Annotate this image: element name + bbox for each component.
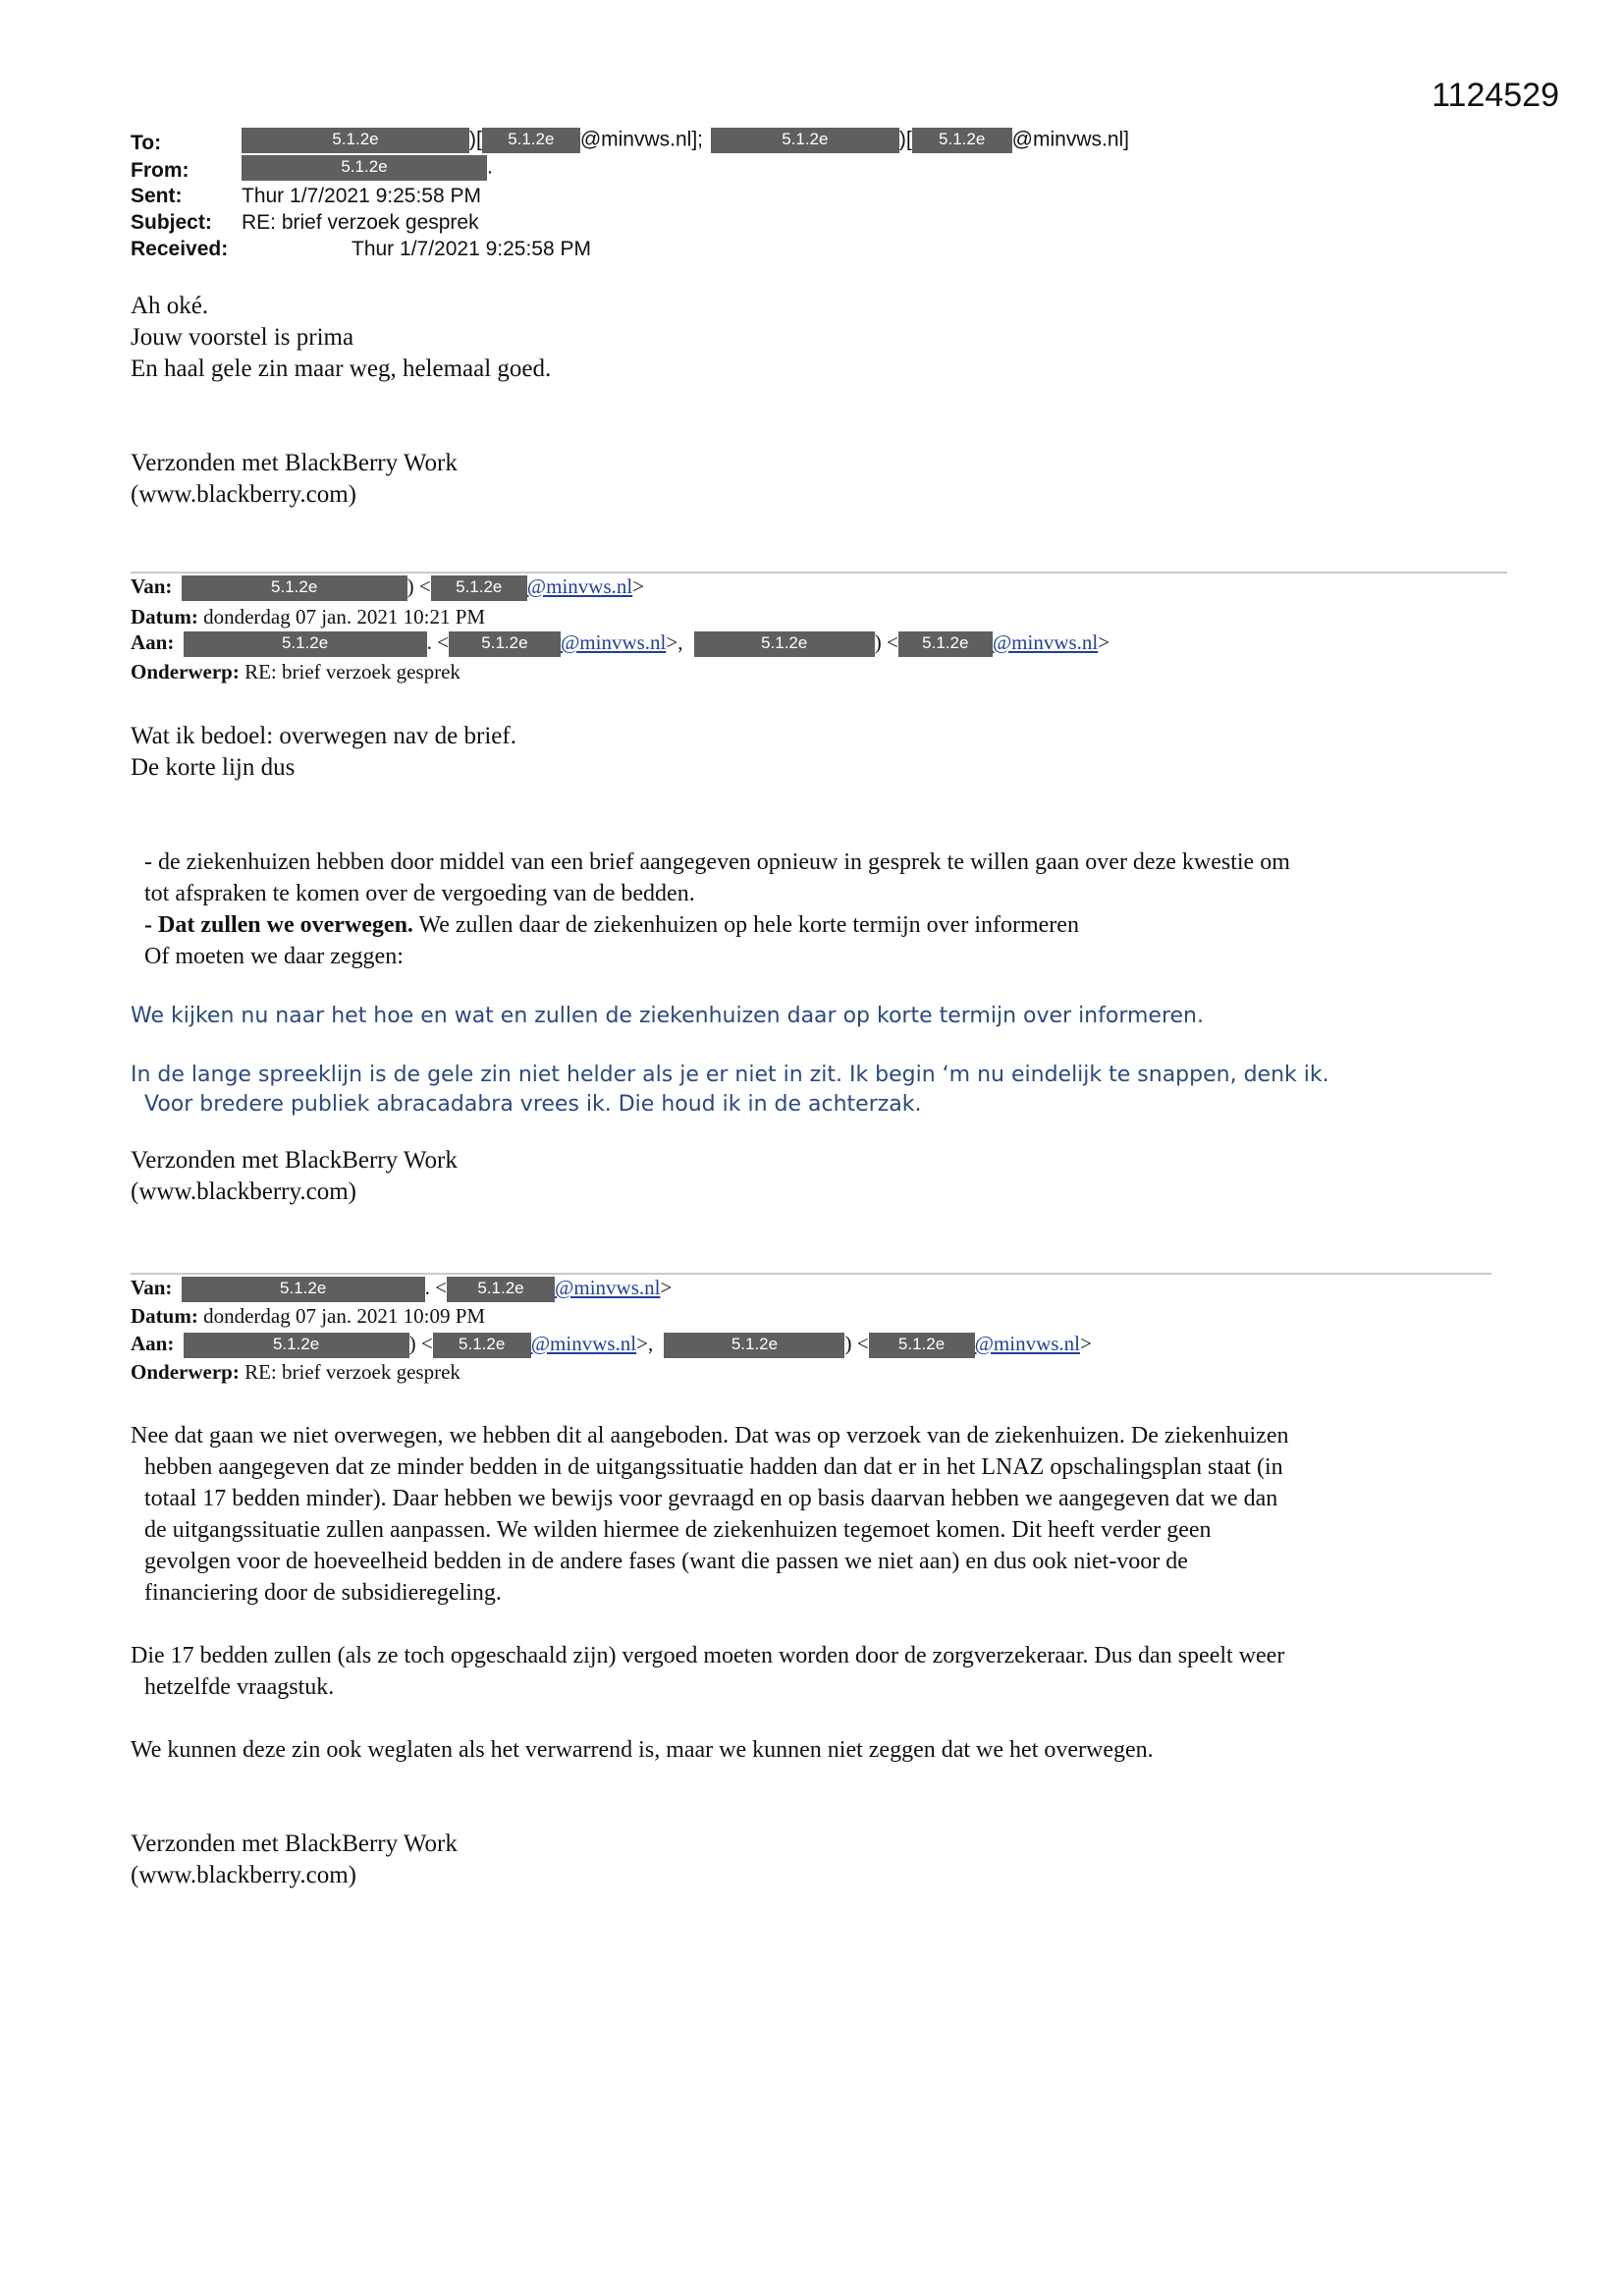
- to-value: 5.1.2e )[ 5.1.2e @minvws.nl]; 5.1.2e )[ 5.1.2e @minvws.nl]: [242, 128, 1129, 153]
- body-line: de uitgangssituatie zullen aanpassen. We wilden hiermee de ziekenhuizen tegemoet komen. Dit heeft verder geen: [144, 1517, 1212, 1543]
- onderwerp-row: Onderwerp: RE: brief verzoek gesprek: [131, 1360, 460, 1384]
- redaction-box: 5.1.2e: [447, 1277, 555, 1302]
- email-link[interactable]: @minvws.nl: [974, 1332, 1080, 1355]
- sent-value: Thur 1/7/2021 9:25:58 PM: [242, 185, 481, 207]
- redaction-box: 5.1.2e: [869, 1333, 975, 1358]
- body-line: We kunnen deze zin ook weglaten als het verwarrend is, maar we kunnen niet zeggen dat we het overwegen.: [131, 1737, 1154, 1763]
- body-line: Nee dat gaan we niet overwegen, we hebben dit al aangeboden. Dat was op verzoek van de ziekenhuizen. De ziekenhuizen: [131, 1423, 1289, 1449]
- separator-line: [131, 1273, 1491, 1275]
- bullet-line: - Dat zullen we overwegen. We zullen daar de ziekenhuizen op hele korte termijn over informeren: [144, 912, 1079, 938]
- redaction-box: 5.1.2e: [433, 1333, 531, 1358]
- redaction-box: 5.1.2e: [431, 575, 527, 601]
- redaction-box: 5.1.2e: [898, 631, 993, 657]
- redaction-box: 5.1.2e: [694, 631, 875, 657]
- body-line: Wat ik bedoel: overwegen nav de brief.: [131, 723, 516, 749]
- aan-row: Aan: 5.1.2e ) < 5.1.2e @minvws.nl>, 5.1.2e ) < 5.1.2e @minvws.nl>: [131, 1332, 1092, 1358]
- redaction-box: 5.1.2e: [711, 128, 899, 153]
- signature-line: Verzonden met BlackBerry Work: [131, 1831, 458, 1857]
- body-line: Die 17 bedden zullen (als ze toch opgeschaald zijn) vergoed moeten worden door de zorgverzekeraar. Dus dan speelt weer: [131, 1643, 1285, 1668]
- body-line: gevolgen voor de hoeveelheid bedden in de andere fases (want die passen we niet aan) en dus ook niet-voor de: [144, 1549, 1188, 1574]
- blue-note: We kijken nu naar het hoe en wat en zullen de ziekenhuizen daar op korte termijn over informeren.: [131, 1004, 1204, 1028]
- body-line: De korte lijn dus: [131, 754, 296, 781]
- bullet-line: tot afspraken te komen over de vergoeding van de bedden.: [144, 881, 695, 906]
- body-line: hetzelfde vraagstuk.: [144, 1674, 335, 1700]
- document-number: 1124529: [1432, 77, 1559, 114]
- email-link[interactable]: @minvws.nl: [555, 1276, 661, 1299]
- to-label: To:: [131, 132, 162, 154]
- sent-label: Sent:: [131, 185, 183, 207]
- redaction-box: 5.1.2e: [242, 155, 487, 181]
- bullet-line: - de ziekenhuizen hebben door middel van een brief aangegeven opnieuw in gesprek te willen gaan over deze kwestie om: [144, 849, 1290, 875]
- email-link[interactable]: @minvws.nl: [526, 574, 633, 598]
- redaction-box: 5.1.2e: [449, 631, 561, 657]
- redaction-box: 5.1.2e: [184, 1333, 409, 1358]
- body-line: totaal 17 bedden minder). Daar hebben we bewijs voor gevraagd en op basis daarvan hebben we aangegeven dat we dan: [144, 1486, 1278, 1511]
- onderwerp-row: Onderwerp: RE: brief verzoek gesprek: [131, 660, 460, 683]
- body-line: En haal gele zin maar weg, helemaal goed.: [131, 355, 552, 382]
- blue-note: In de lange spreeklijn is de gele zin niet helder als je er niet in zit. Ik begin ‘m nu eindelijk te snappen, denk ik.: [131, 1063, 1329, 1087]
- signature-link: (www.blackberry.com): [131, 1862, 356, 1888]
- body-line: Of moeten we daar zeggen:: [144, 944, 404, 969]
- subject-label: Subject:: [131, 211, 212, 234]
- signature-link: (www.blackberry.com): [131, 1178, 356, 1205]
- body-line: financiering door de subsidieregeling.: [144, 1580, 502, 1606]
- body-line: Jouw voorstel is prima: [131, 324, 354, 351]
- signature-line: Verzonden met BlackBerry Work: [131, 1147, 458, 1174]
- email-link[interactable]: @minvws.nl: [992, 630, 1099, 654]
- received-label: Received:: [131, 238, 229, 260]
- redaction-box: 5.1.2e: [242, 128, 469, 153]
- received-value: Thur 1/7/2021 9:25:58 PM: [352, 238, 591, 260]
- from-label: From:: [131, 159, 189, 182]
- email-link[interactable]: @minvws.nl: [560, 630, 667, 654]
- from-value: 5.1.2e .: [242, 155, 493, 181]
- redaction-box: 5.1.2e: [482, 128, 580, 153]
- redaction-box: 5.1.2e: [184, 631, 427, 657]
- datum-row: Datum: donderdag 07 jan. 2021 10:09 PM: [131, 1304, 486, 1328]
- van-row: Van: 5.1.2e ) < 5.1.2e @minvws.nl>: [131, 574, 644, 601]
- van-row: Van: 5.1.2e . < 5.1.2e @minvws.nl>: [131, 1276, 672, 1302]
- email-link[interactable]: @minvws.nl: [530, 1332, 637, 1355]
- separator-line: [131, 572, 1507, 574]
- subject-value: RE: brief verzoek gesprek: [242, 211, 479, 234]
- redaction-box: 5.1.2e: [182, 1277, 425, 1302]
- signature-link: (www.blackberry.com): [131, 481, 356, 508]
- body-line: Ah oké.: [131, 293, 209, 319]
- aan-row: Aan: 5.1.2e . < 5.1.2e @minvws.nl>, 5.1.2e ) < 5.1.2e @minvws.nl>: [131, 630, 1110, 657]
- redaction-box: 5.1.2e: [182, 575, 407, 601]
- signature-line: Verzonden met BlackBerry Work: [131, 450, 458, 476]
- redaction-box: 5.1.2e: [912, 128, 1012, 153]
- blue-note: Voor bredere publiek abracadabra vrees ik. Die houd ik in de achterzak.: [144, 1092, 922, 1117]
- body-line: hebben aangegeven dat ze minder bedden in de uitgangssituatie hadden dan dat er in het LNAZ opschalingsplan staat (in: [144, 1454, 1283, 1480]
- datum-row: Datum: donderdag 07 jan. 2021 10:21 PM: [131, 605, 486, 629]
- redaction-box: 5.1.2e: [664, 1333, 844, 1358]
